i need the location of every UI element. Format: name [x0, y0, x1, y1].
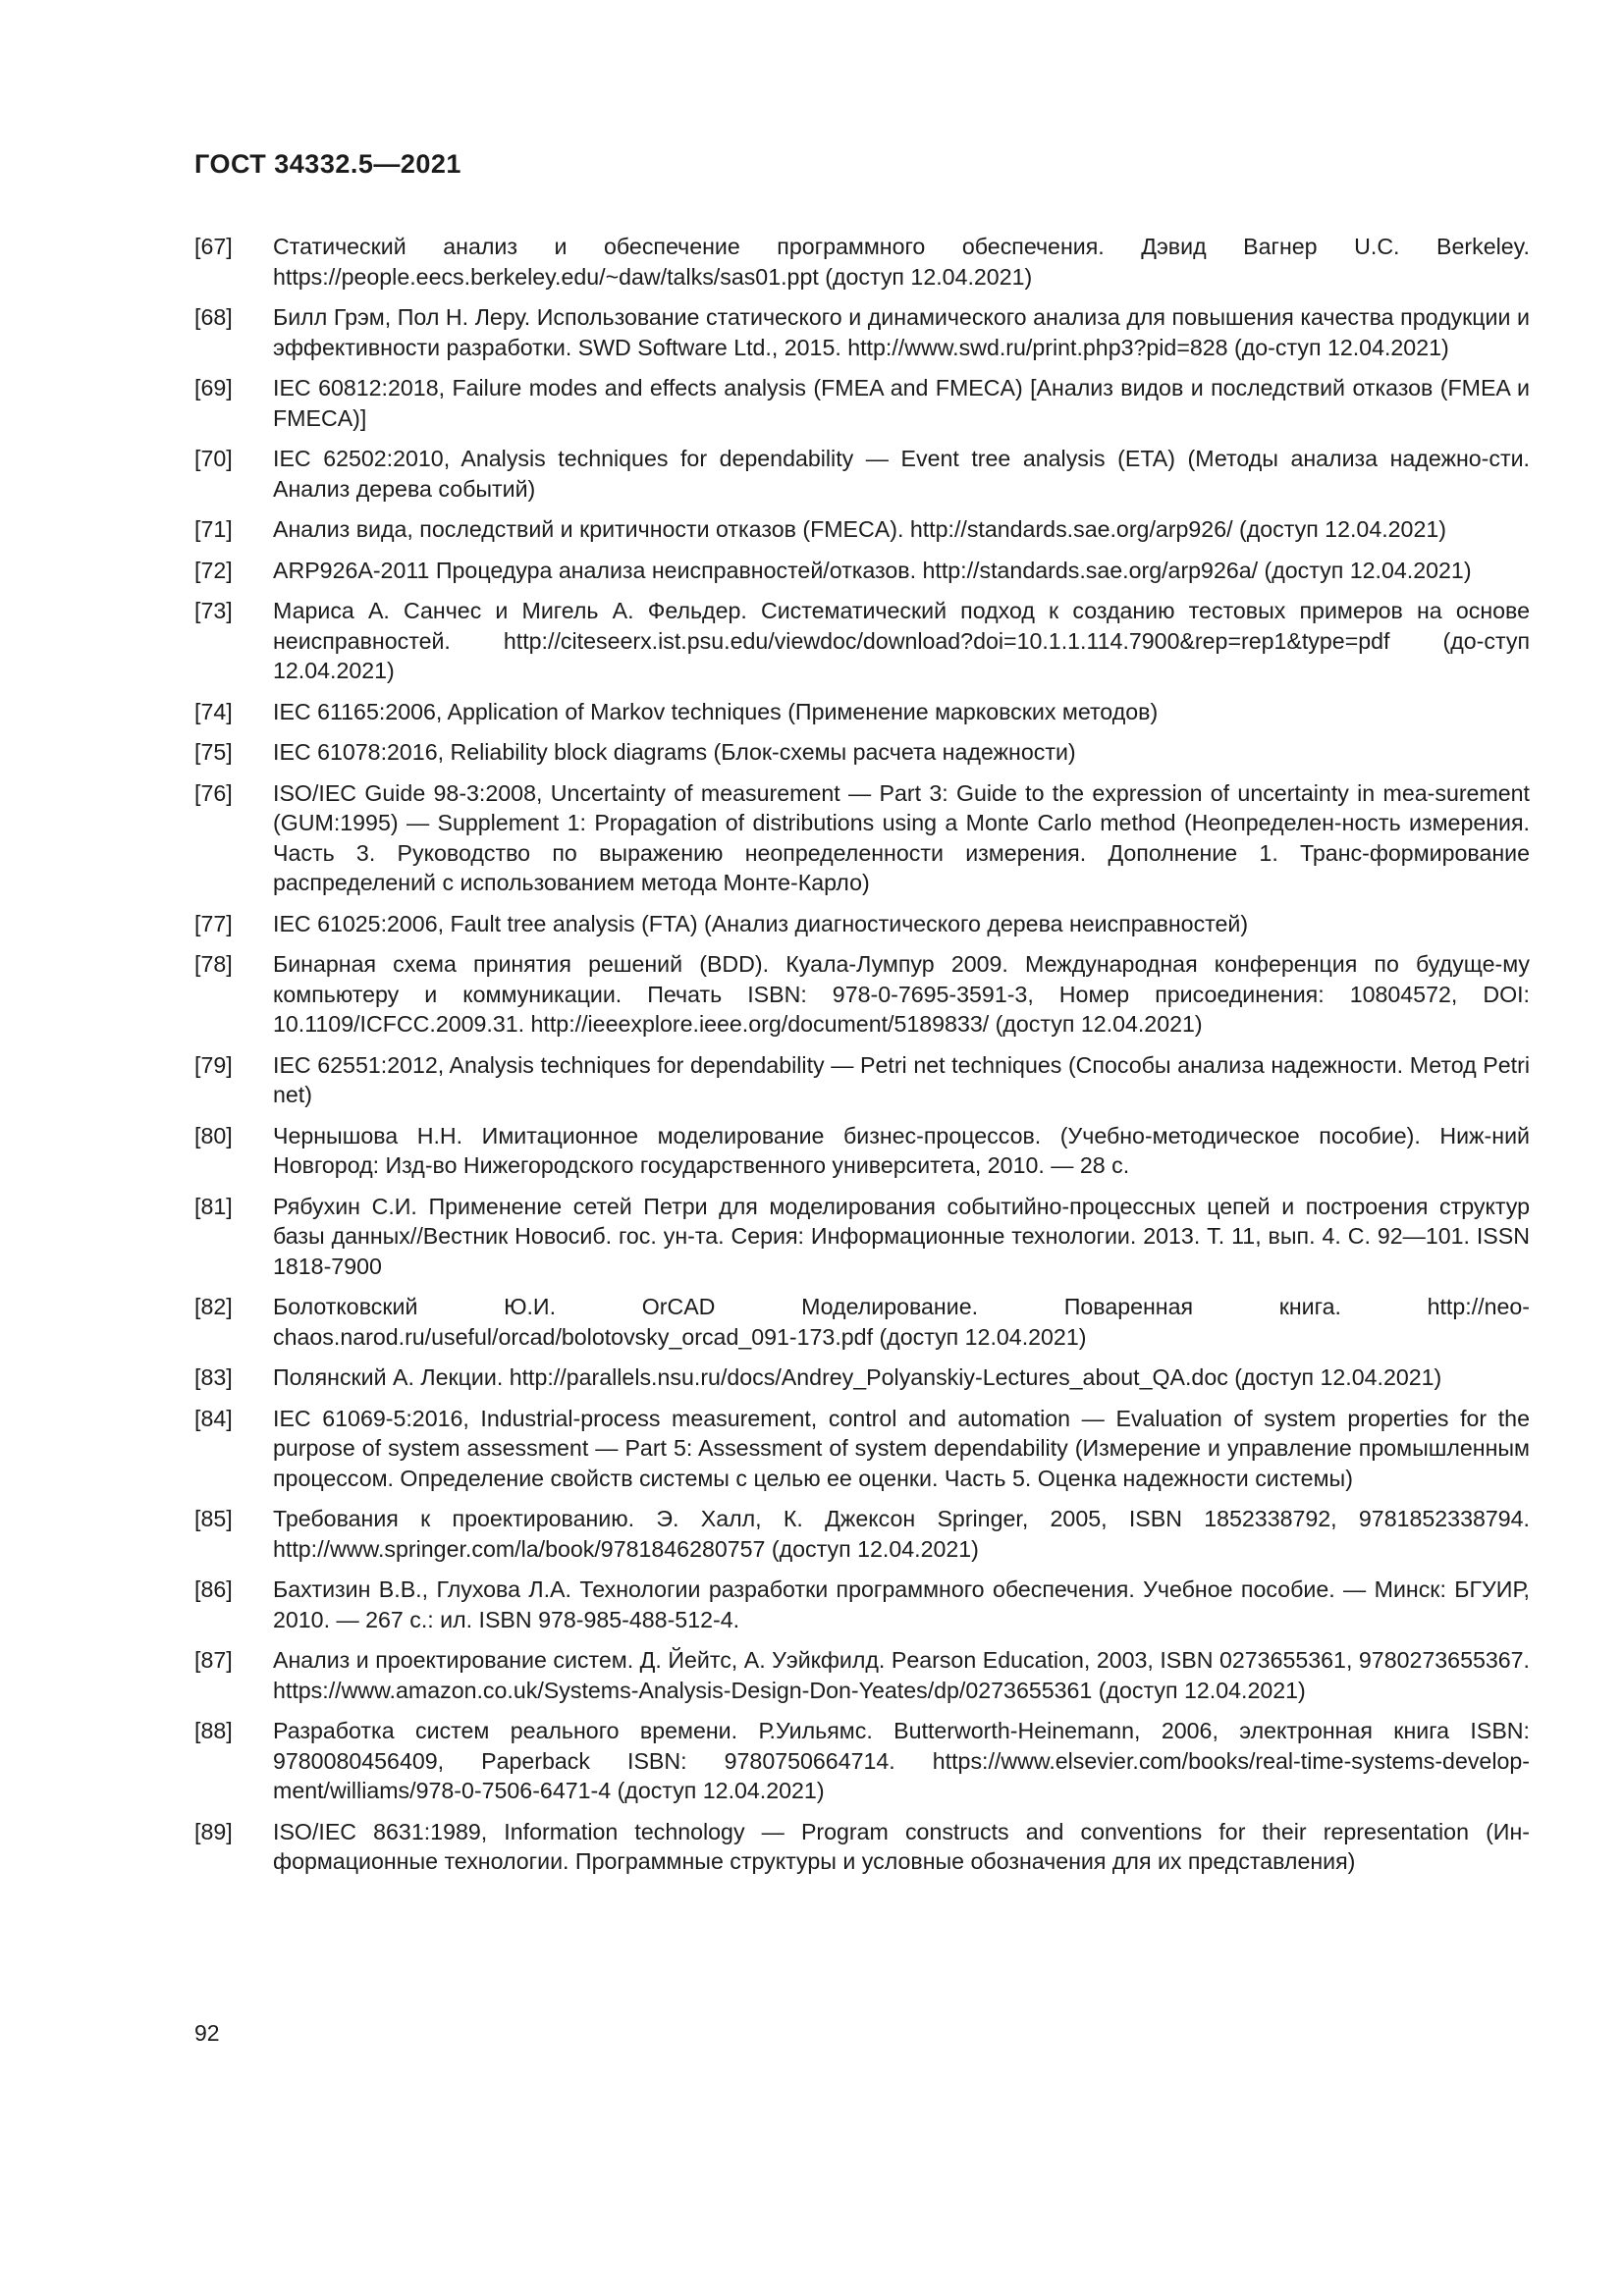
reference-item	[194, 1575, 1530, 1634]
reference-line: IEC 61078:2016, Reliability block diagrams (Блок-схемы расчета надежности)	[273, 739, 1076, 765]
reference-text	[273, 778, 1530, 898]
reference-text	[273, 1817, 1530, 1877]
reference-line: IEC 62551:2012, Analysis techniques for dependability — Petri net techniques (Способы анализа надежности.	[273, 1051, 1404, 1078]
reference-item	[194, 373, 1530, 433]
reference-line: сти. Анализ дерева событий)	[273, 446, 1530, 502]
reference-line: ment/williams/978-0-7506-6471-4 (доступ 12.04.2021)	[273, 1778, 825, 1803]
reference-number: [80]	[194, 1122, 233, 1148]
reference-line: IEC 60812:2018, Failure modes and effects analysis (FMEA and FMECA) [Анализ видов и последствий отказов	[273, 375, 1434, 400]
reference-text	[273, 697, 1530, 727]
reference-number: [87]	[194, 1647, 233, 1673]
reference-number: [79]	[194, 1051, 233, 1078]
reference-item	[194, 1404, 1530, 1494]
reference-line: IEC 61069-5:2016, Industrial-process measurement, control and automation — Evaluation of system properties	[273, 1405, 1449, 1431]
reference-line: Метод Petri net)	[273, 1051, 1530, 1107]
reference-item	[194, 1292, 1530, 1352]
reference-text	[273, 1292, 1530, 1352]
reference-line: Бахтизин В.В., Глухова Л.А. Технологии разработки программного обеспечения. Учебное пособие. — Минск:	[273, 1576, 1446, 1602]
reference-item	[194, 697, 1530, 727]
reference-item	[194, 302, 1530, 362]
reference-number: [68]	[194, 304, 233, 330]
reference-number: [70]	[194, 446, 233, 471]
reference-line: IEC 62502:2010, Analysis techniques for dependability — Event tree analysis (ETA) (Методы анализа надежно-	[273, 446, 1489, 471]
document-header: ГОСТ 34332.5—2021	[194, 149, 461, 179]
reference-item	[194, 232, 1530, 292]
reference-text	[273, 1575, 1530, 1634]
reference-line: промышленным процессом. Определение свойств системы с целью ее оценки. Часть 5. Оценка надежности	[273, 1435, 1530, 1491]
reference-number: [74]	[194, 698, 233, 724]
reference-text	[273, 1716, 1530, 1806]
reference-number: [86]	[194, 1576, 233, 1602]
reference-item	[194, 1362, 1530, 1393]
reference-text	[273, 1050, 1530, 1110]
reference-line: 12.04.2021)	[1184, 1677, 1306, 1703]
reference-number: [67]	[194, 234, 233, 259]
reference-item	[194, 1121, 1530, 1181]
reference-number: [81]	[194, 1193, 233, 1219]
reference-text	[273, 556, 1530, 586]
reference-number: [82]	[194, 1294, 233, 1319]
reference-text	[273, 737, 1530, 768]
reference-line: неисправностей. http://citeseerx.ist.psu.edu/viewdoc/download?doi=10.1.1.114.7900&rep=rep1&type=pdf (до-	[273, 627, 1485, 654]
reference-number: [84]	[194, 1405, 233, 1431]
reference-number: [73]	[194, 598, 233, 623]
reference-line: (FMEA и FMECA)]	[273, 375, 1530, 431]
reference-line: Статический анализ и обеспечение программного обеспечения. Дэвид Вагнер U.C. Berkeley. https://people.	[273, 234, 1530, 290]
reference-line: Анализ и проектирование систем. Д. Йейтс, А. Уэйкфилд. Pearson Education, 2003, ISBN 0273655361,	[273, 1647, 1353, 1673]
reference-line: продукции и эффективности разработки. SWD Software Ltd., 2015. http://www.swd.ru/print.php3?pid=828 (до-	[273, 304, 1531, 360]
reference-number: [83]	[194, 1364, 233, 1390]
reference-line: bolotovsky_orcad_091-173.pdf (доступ 12.04.2021)	[561, 1323, 1087, 1350]
reference-line: Билл Грэм, Пол Н. Леру. Использование статического и динамического анализа для повышения качества	[273, 304, 1394, 330]
reference-line: ность измерения. Часть 3. Руководство по выражению неопределенности измерения. Дополнение 1. Транс-	[273, 810, 1530, 866]
reference-item	[194, 909, 1530, 939]
reference-number: [76]	[194, 779, 233, 806]
reference-line: формационные технологии. Программные структуры и условные обозначения для их представления)	[273, 1848, 1356, 1874]
reference-item	[194, 1504, 1530, 1564]
reference-line: surement (GUM:1995) — Supplement 1: Propagation of distributions using a Monte Carlo method (Неопределен-	[273, 779, 1530, 835]
reference-item	[194, 1716, 1530, 1806]
reference-line: системы)	[1255, 1465, 1353, 1491]
reference-item	[194, 1817, 1530, 1877]
reference-line: ступ 12.04.2021)	[273, 627, 1530, 683]
reference-number: [89]	[194, 1818, 233, 1844]
reference-line: БГУИР, 2010. — 267 с.: ил. ISBN 978-985-488-512-4.	[273, 1576, 1530, 1632]
reference-text	[273, 444, 1530, 504]
reference-line: Мариса А. Санчес и Мигель А. Фельдер. Систематический подход к созданию тестовых примеров на основе	[273, 598, 1530, 623]
reference-item	[194, 444, 1530, 504]
reference-text	[273, 1362, 1530, 1393]
reference-number: [69]	[194, 375, 233, 400]
reference-item	[194, 596, 1530, 686]
reference-line: Требования к проектированию. Э. Халл, К. Джексон Springer, 2005, ISBN 1852338792, 9781852338794. http://	[273, 1506, 1530, 1562]
reference-text	[273, 373, 1530, 433]
reference-number: [88]	[194, 1718, 233, 1743]
reference-line: 10.1109/ICFCC.2009.31. http://ieeexplore.ieee.org/document/5189833/ (доступ 12.04.2021)	[273, 1011, 1203, 1037]
page-number: 92	[194, 2020, 220, 2046]
reference-number: [78]	[194, 951, 233, 977]
reference-line: IEC 61025:2006, Fault tree analysis (FTA) (Анализ диагностического дерева неисправностей)	[273, 910, 1249, 936]
reference-item	[194, 778, 1530, 898]
reference-text	[273, 1504, 1530, 1564]
reference-line: ISO/IEC 8631:1989, Information technology — Program constructs and conventions for their representation (Ин-	[273, 1818, 1530, 1844]
reference-line: формирование распределений с использованием метода Монте-Карло)	[273, 839, 1530, 895]
reference-line: С. 92—101. ISSN 1818-7900	[273, 1223, 1530, 1279]
reference-text	[273, 302, 1530, 362]
reference-line: eecs.berkeley.edu/~daw/talks/sas01.ppt (доступ 12.04.2021)	[415, 263, 1033, 290]
reference-line: Чернышова Н.Н. Имитационное моделирование бизнес-процессов. (Учебно-методическое пособие). Ниж-	[273, 1122, 1492, 1148]
reference-line: Полянский А. Лекции. http://parallels.nsu.ru/docs/Andrey_Polyanskiy-Lectures_about_QA.doc (доступ	[273, 1364, 1315, 1390]
reference-line: Анализ вида, последствий и критичности отказов (FMECA). http://standards.sae.org/arp926/ (доступ 12.04.2021)	[273, 516, 1446, 542]
reference-text	[273, 1404, 1530, 1494]
reference-line: ARP926A-2011 Процедура анализа неисправностей/отказов. http://standards.sae.org/arp926a/ (доступ	[273, 557, 1344, 583]
reference-line: структур базы данных//Вестник Новосиб. гос. ун-та. Серия: Информационные технологии. 2013. Т. 11, вып. 4.	[273, 1193, 1530, 1249]
reference-number: [71]	[194, 516, 233, 542]
reference-line: Разработка систем реального времени. Р.Уильямс. Butterworth-Heinemann, 2006, электронная книга ISBN:	[273, 1718, 1530, 1743]
reference-line: www.springer.com/la/book/9781846280757 (доступ 12.04.2021)	[330, 1535, 979, 1562]
reference-line: 9780080456409, Paperback ISBN: 9780750664714. https://www.elsevier.com/books/real-time-systems-develop-	[273, 1747, 1530, 1774]
reference-line: Бинарная схема принятия решений (BDD). Куала-Лумпур 2009. Международная конференция по будуще-	[273, 951, 1503, 977]
reference-text	[273, 232, 1530, 292]
reference-line: Рябухин С.И. Применение сетей Петри для моделирования событийно-процессных цепей и построения	[273, 1193, 1429, 1219]
reference-text	[273, 596, 1530, 686]
reference-line: IEC 61165:2006, Application of Markov techniques (Применение марковских методов)	[273, 698, 1159, 724]
reference-line: ISO/IEC Guide 98-3:2008, Uncertainty of measurement — Part 3: Guide to the expression of uncertainty in mea-	[273, 779, 1435, 806]
reference-line: ступ 12.04.2021)	[1274, 334, 1449, 360]
reference-text	[273, 1192, 1530, 1282]
reference-line: ний Новгород: Изд-во Нижегородского государственного университета, 2010. — 28 с.	[273, 1122, 1530, 1178]
reference-item	[194, 949, 1530, 1040]
reference-text	[273, 1121, 1530, 1181]
reference-line: 12.04.2021)	[1349, 557, 1472, 583]
reference-number: [85]	[194, 1506, 233, 1531]
reference-item	[194, 514, 1530, 545]
reference-line: 12.04.2021)	[1320, 1364, 1442, 1390]
reference-number: [77]	[194, 910, 233, 936]
reference-text	[273, 949, 1530, 1040]
reference-item	[194, 1192, 1530, 1282]
reference-line: Болотковский Ю.И. OrCAD Моделирование. Поваренная книга. http://neo-chaos.narod.ru/useful/orcad/	[273, 1294, 1530, 1350]
reference-list	[194, 232, 1530, 1888]
reference-item	[194, 1645, 1530, 1705]
reference-text	[273, 1645, 1530, 1705]
reference-line: 9780273655367. https://www.amazon.co.uk/Systems-Analysis-Design-Don-Yeates/dp/0273655361 (доступ	[273, 1647, 1530, 1703]
reference-number: [75]	[194, 739, 233, 765]
reference-text	[273, 909, 1530, 939]
reference-item	[194, 1050, 1530, 1110]
reference-item	[194, 556, 1530, 586]
reference-line: му компьютеру и коммуникации. Печать ISBN: 978-0-7695-3591-3, Номер присоединения: 10804572, DOI:	[273, 951, 1530, 1007]
reference-item	[194, 737, 1530, 768]
reference-text	[273, 514, 1530, 545]
reference-number: [72]	[194, 557, 233, 583]
reference-line: for the purpose of system assessment — Part 5: Assessment of system dependability (Измерение и управление	[273, 1405, 1530, 1461]
